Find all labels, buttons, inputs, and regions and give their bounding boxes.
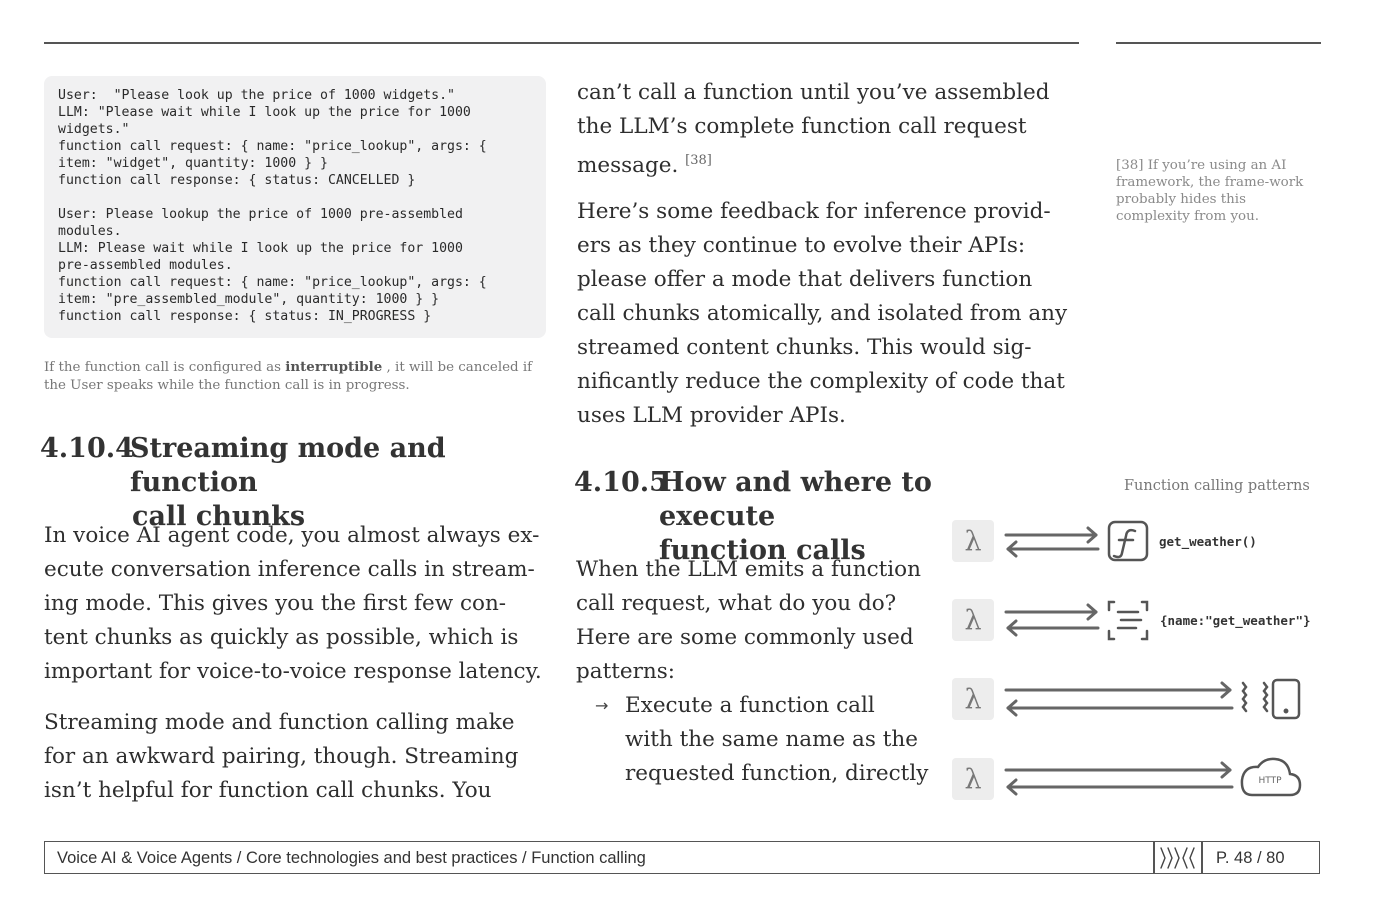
- caption-bold-term: interruptible: [285, 359, 383, 375]
- lambda-icon: λ: [952, 599, 994, 641]
- text-line: Here are some commonly used: [576, 625, 914, 650]
- code-block: [44, 76, 546, 338]
- http-cloud-icon: [1242, 759, 1300, 795]
- page-number: P. 48 / 80: [1216, 849, 1285, 867]
- code-line: User: "Please look up the price of 1000 widgets.": [58, 88, 455, 103]
- text-line: patterns:: [576, 659, 675, 684]
- code-line: function call response: { status: CANCELLED }: [58, 173, 416, 188]
- bidirectional-arrow-icon: [1006, 683, 1232, 715]
- bidirectional-arrow-icon: [1006, 605, 1098, 635]
- section-title-line1: Streaming mode and function: [130, 433, 446, 498]
- json-brackets-icon: [1109, 602, 1147, 639]
- text-line: can’t call a function until you’ve assembled: [577, 80, 1050, 105]
- text-line: streamed content chunks. This would sig-: [577, 335, 1032, 360]
- paragraph-streaming-mode: [44, 519, 542, 689]
- text-line: ing mode. This gives you the first few con-: [44, 591, 507, 616]
- section-number: 4.10.4: [40, 433, 134, 464]
- footer-divider: [1153, 842, 1155, 873]
- text-line: In voice AI agent code, you almost always ex-: [44, 523, 540, 548]
- code-line: pre-assembled modules.: [58, 258, 233, 273]
- code-line: LLM: Please wait while I look up the price for 1000: [58, 241, 463, 256]
- footnote-ref-38[interactable]: [38]: [685, 153, 712, 168]
- text-line: isn’t helpful for function call chunks. You: [44, 778, 492, 803]
- code-line: LLM: "Please wait while I look up the price for 1000: [58, 105, 471, 120]
- code-line: User: Please lookup the price of 1000 pre-assembled: [58, 207, 463, 222]
- text-line: message.: [577, 153, 679, 178]
- text-line: important for voice-to-voice response latency.: [44, 659, 542, 684]
- sidenote-38: [38] If you’re using an AI framework, the frame-work probably hides this complexity from you.: [1116, 158, 1304, 224]
- bidirectional-arrow-icon: [1006, 763, 1232, 794]
- bullet-arrow: →: [595, 696, 609, 715]
- caption-text: If the function call is configured as: [44, 360, 286, 375]
- paragraph-execute-intro: [576, 553, 921, 689]
- top-rule-main: [44, 42, 1079, 44]
- text-line: for an awkward pairing, though. Streaming: [44, 744, 519, 769]
- code-line: function call request: { name: "price_lookup", args: {: [58, 275, 487, 290]
- text-line: tent chunks as quickly as possible, which is: [44, 625, 519, 650]
- text-line: the LLM’s complete function call request: [577, 114, 1027, 139]
- bullet-item: [625, 689, 928, 791]
- caption-text-end: , it will be canceled if the User speaks while the function call is in progress.: [44, 360, 533, 393]
- code-caption: [44, 358, 544, 395]
- text-line: call request, what do you do?: [576, 591, 897, 616]
- text-line: When the LLM emits a function: [576, 557, 921, 582]
- function-icon: [1109, 522, 1147, 560]
- code-line: item: "widget", quantity: 1000 } }: [58, 156, 328, 171]
- section-number: 4.10.5: [574, 467, 668, 498]
- page-footer: [44, 841, 1320, 874]
- text-line: ers as they continue to evolve their APIs:: [577, 233, 1026, 258]
- text-line: requested function, directly: [625, 761, 929, 786]
- text-line: uses LLM provider APIs.: [577, 403, 846, 428]
- http-label: HTTP: [1258, 776, 1282, 786]
- section-title-line2: function calls: [659, 535, 866, 566]
- text-line: Here’s some feedback for inference provid-: [577, 199, 1051, 224]
- code-line: modules.: [58, 224, 122, 239]
- text-line: call chunks atomically, and isolated from any: [577, 301, 1068, 326]
- breadcrumb: Voice AI & Voice Agents / Core technologies and best practices / Function calling: [57, 849, 646, 867]
- text-line: Execute a function call: [625, 693, 875, 718]
- diagram-title: Function calling patterns: [1124, 478, 1310, 494]
- text-line: Streaming mode and function calling make: [44, 710, 515, 735]
- lambda-icon: λ: [952, 758, 994, 800]
- brand-logo-icon: [1157, 844, 1199, 872]
- paragraph-awkward-pairing: [44, 706, 518, 808]
- footer-divider: [1201, 842, 1203, 873]
- paragraph-continuation: [577, 76, 1049, 183]
- code-line: function call request: { name: "price_lookup", args: {: [58, 139, 487, 154]
- text-line: with the same name as the: [625, 727, 918, 752]
- code-line: item: "pre_assembled_module", quantity: 1000 } }: [58, 292, 440, 307]
- paragraph-feedback: [577, 195, 1067, 433]
- section-title-line2: call chunks: [132, 501, 306, 532]
- text-line: please offer a mode that delivers function: [577, 267, 1033, 292]
- text-line: ecute conversation inference calls in stream-: [44, 557, 535, 582]
- top-rule-margin: [1116, 42, 1321, 44]
- diagram-label-json: {name:"get_weather"}: [1160, 613, 1311, 628]
- diagram-label-get-weather: get_weather(): [1159, 534, 1257, 549]
- lambda-icon: λ: [952, 520, 994, 562]
- code-line: [58, 189, 532, 206]
- lambda-icon: λ: [952, 678, 994, 720]
- section-title-line1: How and where to execute: [659, 467, 932, 532]
- code-line: widgets.": [58, 122, 130, 137]
- code-line: function call response: { status: IN_PROGRESS }: [58, 309, 432, 324]
- mobile-device-icon: [1243, 680, 1299, 718]
- text-line: nificantly reduce the complexity of code that: [577, 369, 1065, 394]
